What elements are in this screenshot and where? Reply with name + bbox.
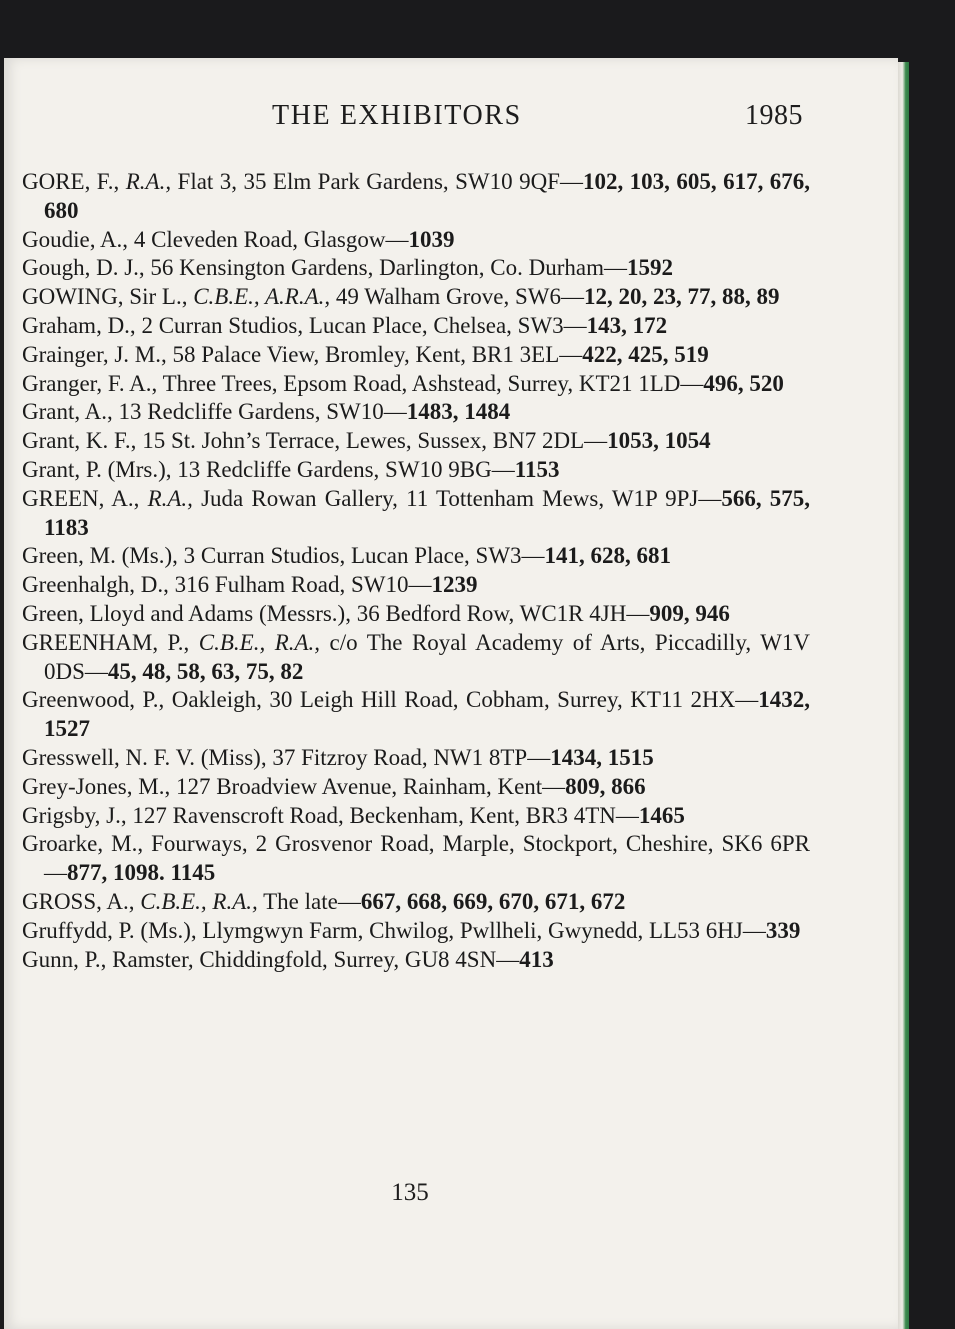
exhibitor-entry (10, 744, 810, 773)
exhibitor-honours: C.B.E., R.A., (140, 888, 258, 914)
exhibitor-entry (10, 168, 810, 226)
exhibitor-name: Grainger, J. M., (22, 341, 167, 367)
exhibitor-name: Grant, P. (Mrs.), (22, 456, 172, 482)
exhibit-numbers: 667, 668, 669, 670, 671, 672 (360, 888, 626, 914)
exhibitor-entry (10, 917, 810, 946)
exhibit-numbers: 809, 866 (565, 773, 646, 799)
exhibit-numbers: 1053, 1054 (607, 428, 711, 454)
exhibitor-address: Flat 3, 35 Elm Park Gardens, SW10 9QF— (177, 169, 583, 194)
exhibitor-address: 36 Bedford Row, WC1R 4JH— (356, 600, 650, 626)
exhibitor-entry (10, 427, 810, 456)
exhibitor-honours: C.B.E., A.R.A., (193, 284, 331, 310)
exhibitor-address: 56 Kensington Gardens, Darlington, Co. Durham— (150, 255, 627, 281)
exhibit-numbers: 1465 (638, 802, 685, 828)
exhibitor-address: Three Trees, Epsom Road, Ashstead, Surrey, KT21 1LD— (162, 370, 704, 396)
exhibitor-name: Green, Lloyd and Adams (Messrs.), (22, 600, 351, 626)
exhibitor-address: 127 Broadview Avenue, Rainham, Kent— (175, 773, 566, 799)
exhibitor-entry (10, 830, 810, 888)
exhibitor-address: 58 Palace View, Bromley, Kent, BR1 3EL— (172, 341, 583, 367)
exhibitor-honours: C.B.E., R.A., (198, 629, 321, 655)
exhibit-numbers: 1434, 1515 (550, 744, 654, 770)
exhibit-numbers: 422, 425, 519 (582, 341, 709, 367)
exhibitor-entry (10, 283, 810, 312)
exhibitor-address: Oakleigh, 30 Leigh Hill Road, Cobham, Surrey, KT11 2HX— (171, 687, 759, 713)
exhibitor-entry (10, 341, 810, 370)
exhibit-numbers: 1039 (408, 226, 455, 252)
exhibitor-name: Grigsby, J., (22, 802, 127, 828)
exhibitor-entry (10, 600, 810, 629)
exhibit-numbers: 1592 (626, 255, 673, 281)
exhibitor-name: GROSS, A., (22, 888, 135, 914)
exhibitor-entry (10, 398, 810, 427)
exhibitor-address: 15 St. John’s Terrace, Lewes, Sussex, BN7 2DL— (142, 428, 608, 454)
exhibitor-name: Goudie, A., (22, 226, 129, 252)
exhibitor-name: Greenhalgh, D., (22, 572, 169, 598)
exhibitor-address: c/o The Royal Academy of Arts, Piccadilly, W1V 0DS— (44, 629, 811, 684)
exhibitor-address: Llymgwyn Farm, Chwilog, Pwllheli, Gwynedd, LL53 6HJ— (202, 917, 766, 943)
exhibitor-entry (10, 370, 810, 399)
exhibit-numbers: 143, 172 (586, 312, 668, 338)
exhibitor-name: Greenwood, P., (22, 687, 165, 713)
exhibitor-honours: R.A., (147, 485, 193, 511)
exhibitor-address: Fourways, 2 Grosvenor Road, Marple, Stockport, Cheshire, SK6 6PR— (44, 831, 811, 886)
exhibitor-entry (10, 571, 810, 600)
exhibitor-name: Green, M. (Ms.), (22, 543, 178, 569)
exhibitor-entry (10, 686, 810, 744)
exhibitor-entry (10, 773, 810, 802)
exhibitor-address: 3 Curran Studios, Lucan Place, SW3— (183, 543, 545, 569)
exhibitor-address: 13 Redcliffe Gardens, SW10— (118, 399, 407, 425)
header-year: 1985 (745, 100, 803, 131)
exhibitor-address: 49 Walham Grove, SW6— (335, 284, 585, 310)
exhibitor-address: 127 Ravenscroft Road, Beckenham, Kent, BR3 4TN— (132, 802, 639, 828)
exhibitor-name: Granger, F. A., (22, 370, 158, 396)
exhibitor-entry (10, 456, 810, 485)
exhibitor-entry (10, 802, 810, 831)
page-number: 135 (391, 1179, 429, 1206)
page-edge (898, 62, 909, 1329)
exhibitor-name: GOWING, Sir L., (22, 284, 188, 310)
exhibitor-name: Gruffydd, P. (Ms.), (22, 917, 197, 943)
exhibit-numbers: 496, 520 (703, 370, 784, 396)
exhibit-numbers: 45, 48, 58, 63, 75, 82 (107, 658, 304, 684)
exhibit-numbers: 413 (519, 946, 554, 972)
exhibitor-address: 4 Cleveden Road, Glasgow— (133, 226, 409, 252)
exhibitor-entry (10, 888, 810, 917)
exhibitor-name: Grant, A., (22, 399, 113, 425)
header-title: THE EXHIBITORS (272, 100, 522, 131)
exhibit-numbers: 102, 103, 605, 617, 676, 680 (44, 169, 811, 223)
exhibit-numbers: 339 (765, 917, 801, 943)
exhibitor-name: Grant, K. F., (22, 428, 137, 454)
exhibitor-honours: R.A., (125, 169, 172, 194)
exhibit-numbers: 909, 946 (649, 600, 730, 626)
exhibitor-entry (10, 542, 810, 571)
exhibitor-name: Gough, D. J., (22, 255, 145, 281)
exhibitor-name: Groarke, M., (22, 831, 144, 857)
exhibitor-entry (10, 226, 810, 255)
exhibitor-entry (10, 254, 810, 283)
exhibitor-address: 2 Curran Studios, Lucan Place, Chelsea, SW3— (141, 312, 587, 338)
exhibitor-address: 37 Fitzroy Road, NW1 8TP— (272, 744, 551, 770)
exhibitor-name: Graham, D., (22, 312, 136, 338)
exhibitor-entry (10, 485, 810, 543)
exhibitor-entry (10, 312, 810, 341)
exhibitor-address: Ramster, Chiddingfold, Surrey, GU8 4SN— (112, 946, 520, 972)
exhibitor-list (10, 168, 810, 974)
exhibitor-address: The late— (263, 888, 361, 914)
exhibitor-entry (10, 946, 810, 975)
exhibitor-name: Gresswell, N. F. V. (Miss), (22, 744, 267, 770)
running-header (0, 100, 955, 140)
exhibitor-name: GREEN, A., (22, 485, 140, 511)
exhibitor-entry (10, 629, 810, 687)
exhibitor-address: 13 Redcliffe Gardens, SW10 9BG— (177, 456, 515, 482)
exhibit-numbers: 12, 20, 23, 77, 88, 89 (584, 284, 780, 310)
exhibit-numbers: 566, 575, 1183 (44, 485, 811, 540)
exhibit-numbers: 877, 1098. 1145 (67, 860, 216, 886)
exhibit-numbers: 1432, 1527 (44, 687, 811, 742)
exhibitor-name: Grey-Jones, M., (22, 773, 171, 799)
exhibit-numbers: 1239 (431, 572, 478, 598)
exhibitor-name: GORE, F., (22, 169, 120, 194)
exhibitor-address: 316 Fulham Road, SW10— (174, 572, 432, 598)
exhibit-numbers: 141, 628, 681 (544, 543, 672, 569)
exhibit-numbers: 1153 (514, 456, 560, 482)
exhibit-numbers: 1483, 1484 (406, 399, 511, 425)
exhibitor-address: Juda Rowan Gallery, 11 Tottenham Mews, W1P 9PJ— (201, 485, 722, 511)
exhibitor-name: Gunn, P., (22, 946, 107, 972)
exhibitor-name: GREENHAM, P., (22, 629, 190, 655)
